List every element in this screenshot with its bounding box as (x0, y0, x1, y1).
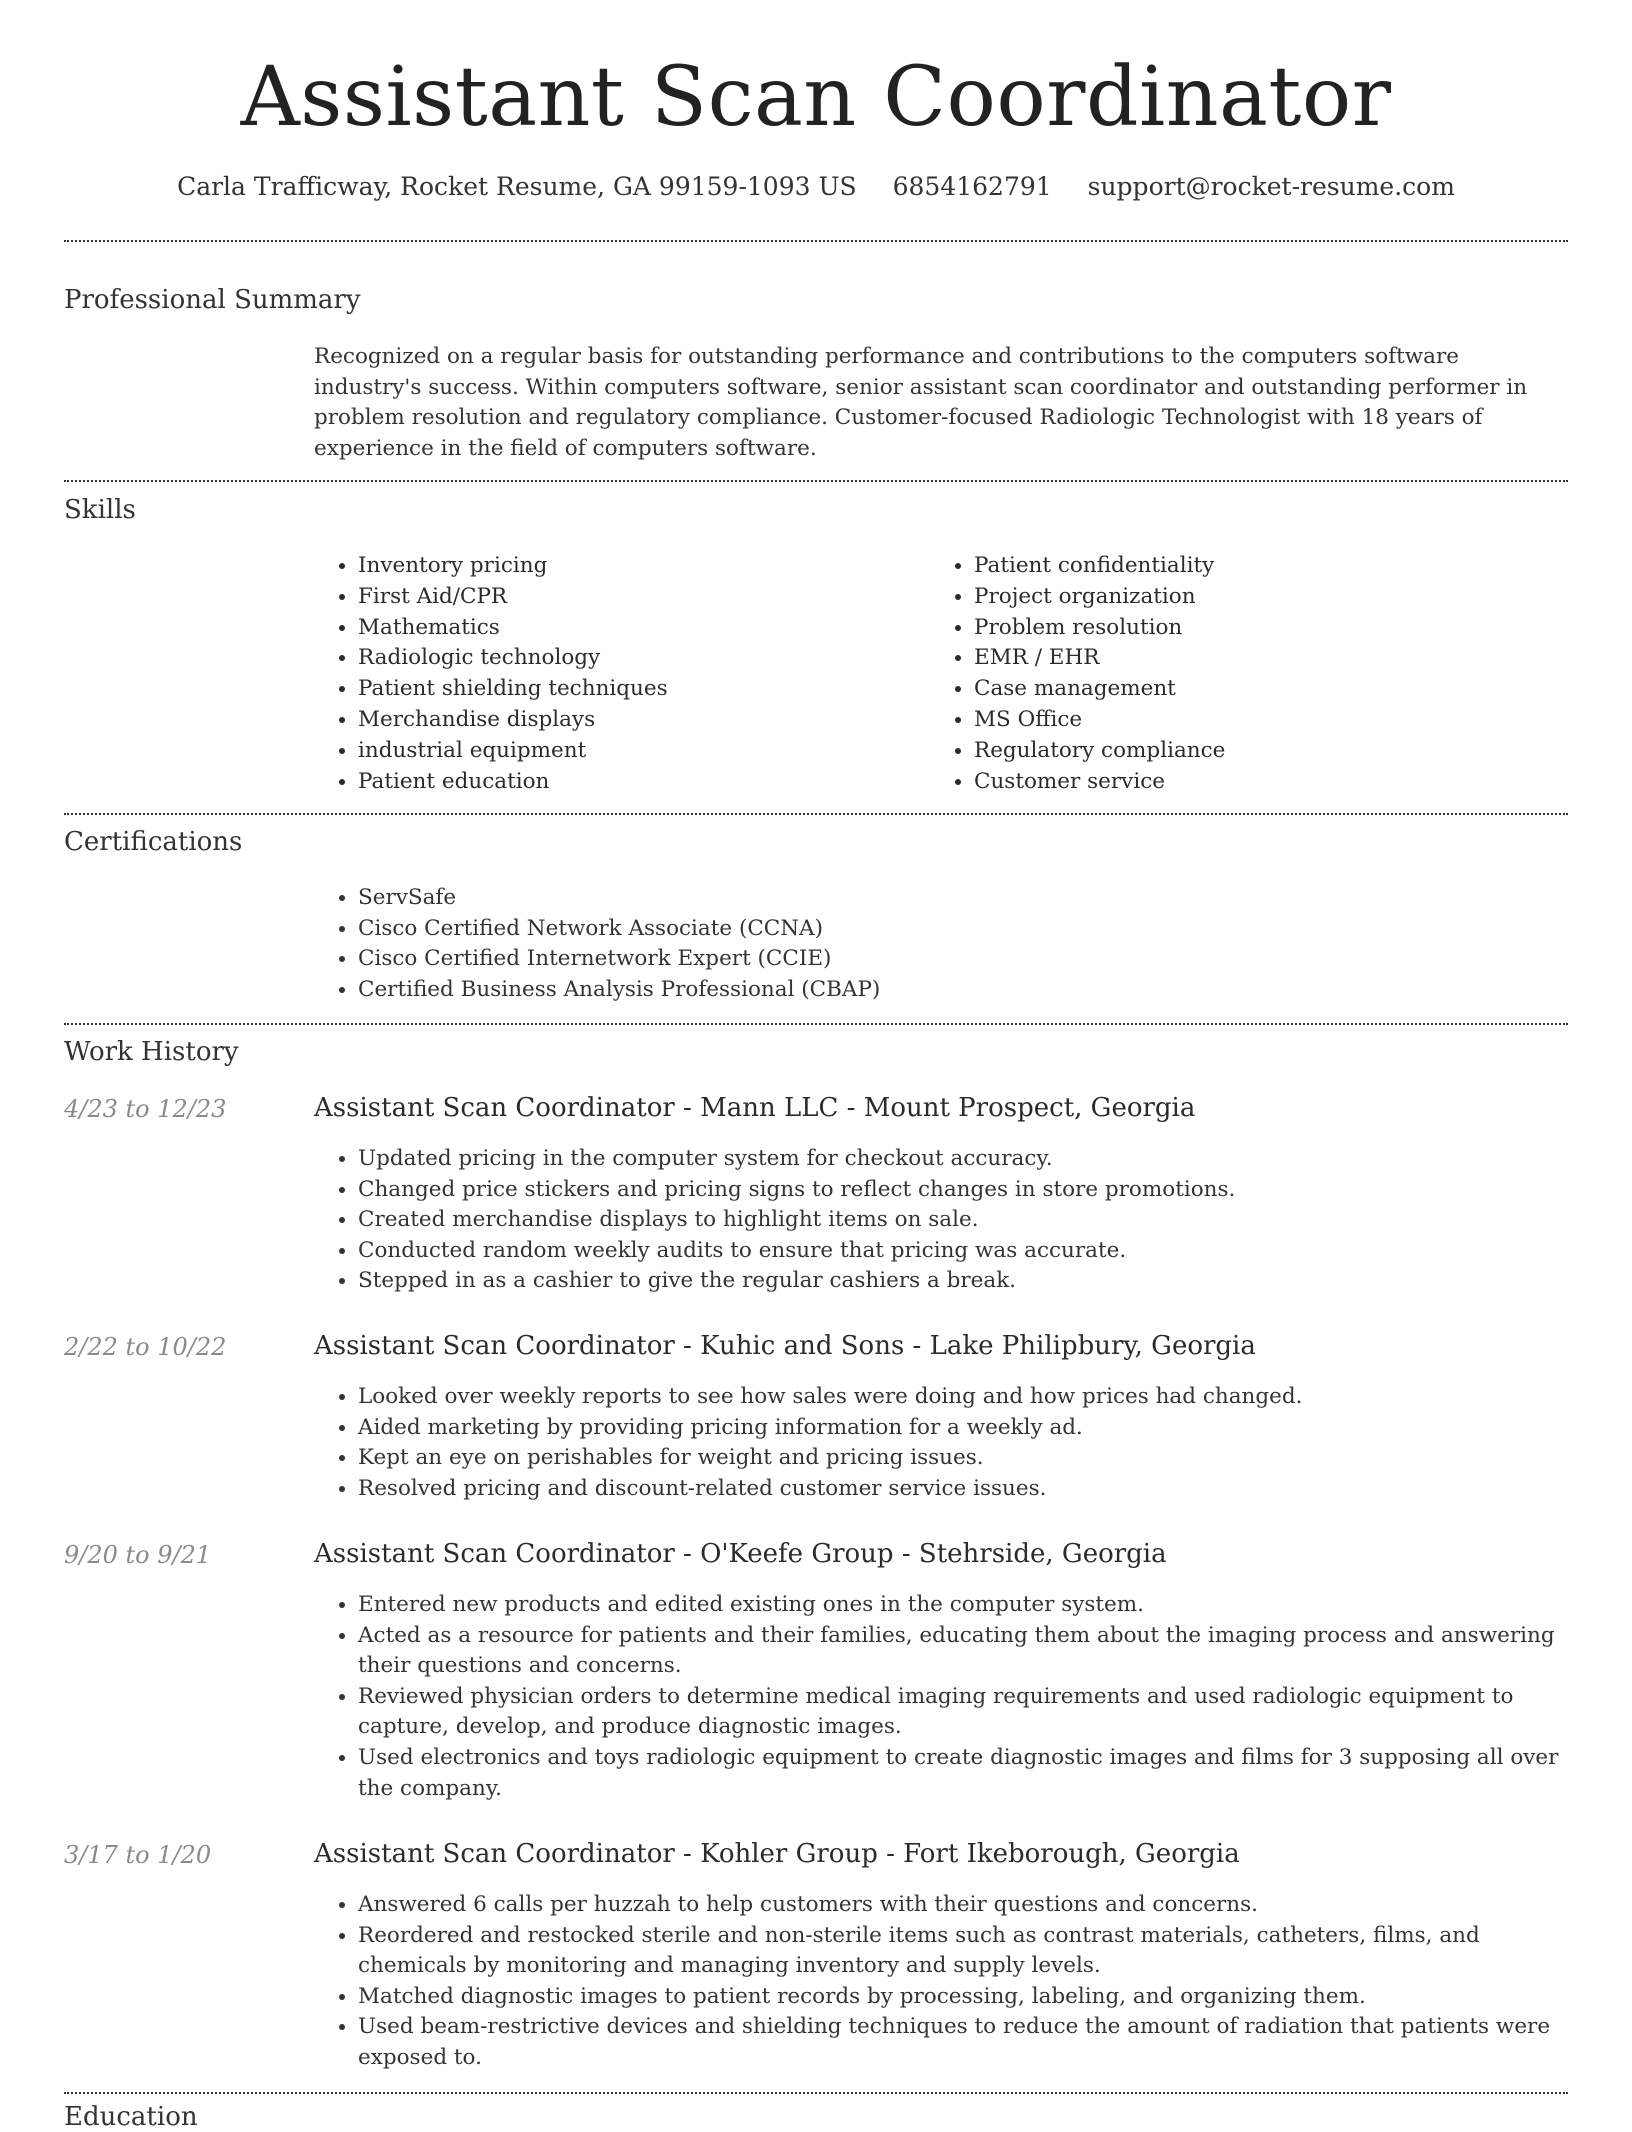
certifications-list (314, 883, 1568, 1005)
skill-item: • Inventory pricing (358, 551, 918, 582)
divider (64, 240, 1568, 242)
job-bullets (314, 1590, 1568, 1804)
job-bullets (314, 1382, 1568, 1504)
skills-heading: Skills (64, 495, 136, 525)
job-bullet: • Matched diagnostic images to patient records by processing, labeling, and organizing them. (358, 1982, 1568, 2013)
skill-item: • Patient confidentiality (974, 551, 1574, 582)
skill-item: • Project organization (974, 582, 1574, 613)
skills-list-left (314, 551, 918, 797)
contact-address: Carla Trafficway, Rocket Resume, GA 99159-1093 US (177, 172, 857, 201)
skill-item: • Regulatory compliance (974, 736, 1574, 767)
job-bullet: • Conducted random weekly audits to ensure that pricing was accurate. (358, 1236, 1568, 1267)
job-bullet: • Resolved pricing and discount-related customer service issues. (358, 1474, 1568, 1505)
skill-item: • Merchandise displays (358, 705, 918, 736)
skill-item: • Problem resolution (974, 613, 1574, 644)
certification-item: • Cisco Certified Network Associate (CCNA) (358, 914, 1568, 945)
contact-email[interactable]: support@rocket-resume.com (1087, 172, 1455, 201)
divider (64, 2092, 1568, 2094)
skill-item: • Radiologic technology (358, 643, 918, 674)
job-bullet: • Used beam-restrictive devices and shielding techniques to reduce the amount of radiation that patients were exposed to. (358, 2012, 1568, 2073)
job-bullets (314, 1144, 1568, 1297)
job-dates: 2/22 to 10/22 (64, 1333, 227, 1361)
job-bullet: • Acted as a resource for patients and their families, educating them about the imaging process and answering their questions and concerns. (358, 1621, 1568, 1682)
job-bullet: • Kept an eye on perishables for weight and pricing issues. (358, 1443, 1568, 1474)
job-bullets (314, 1890, 1568, 2074)
work-history-heading: Work History (64, 1037, 239, 1067)
contact-line (0, 172, 1632, 201)
divider (64, 480, 1568, 482)
job-bullet: • Updated pricing in the computer system for checkout accuracy. (358, 1144, 1568, 1175)
job-bullet: • Changed price stickers and pricing signs to reflect changes in store promotions. (358, 1175, 1568, 1206)
skill-item: • Patient education (358, 767, 918, 798)
skill-item: • Mathematics (358, 613, 918, 644)
certification-item: • ServSafe (358, 883, 1568, 914)
job-bullet: • Stepped in as a cashier to give the regular cashiers a break. (358, 1266, 1568, 1297)
job-dates: 9/20 to 9/21 (64, 1541, 212, 1569)
skill-item: • MS Office (974, 705, 1574, 736)
divider (64, 813, 1568, 815)
job-bullet: • Reviewed physician orders to determine medical imaging requirements and used radiologic equipment to capture, develop, and produce diagnostic images. (358, 1682, 1568, 1743)
summary-text: Recognized on a regular basis for outstanding performance and contributions to the computers software industry's success. Within computers software, senior assistant scan coordinator and outstanding performer in problem resolution and regulatory compliance. Customer-focused Radiologic Technologist with 18 years of experience in the field of computers software. (314, 344, 1528, 461)
skill-item: • Patient shielding techniques (358, 674, 918, 705)
divider (64, 1023, 1568, 1025)
job-bullet: • Looked over weekly reports to see how sales were doing and how prices had changed. (358, 1382, 1568, 1413)
job-title: Assistant Scan Coordinator - Kohler Group - Fort Ikeborough, Georgia (314, 1839, 1240, 1869)
job-bullet: • Used electronics and toys radiologic equipment to create diagnostic images and films for 3 supposing all over the company. (358, 1743, 1568, 1804)
job-bullet: • Reordered and restocked sterile and non-sterile items such as contrast materials, catheters, films, and chemicals by monitoring and managing inventory and supply levels. (358, 1921, 1568, 1982)
job-dates: 3/17 to 1/20 (64, 1841, 212, 1869)
skill-item: • Customer service (974, 767, 1574, 798)
skill-item: • First Aid/CPR (358, 582, 918, 613)
job-bullet: • Aided marketing by providing pricing information for a weekly ad. (358, 1413, 1568, 1444)
job-bullet: • Entered new products and edited existing ones in the computer system. (358, 1590, 1568, 1621)
certification-item: • Cisco Certified Internetwork Expert (CCIE) (358, 944, 1568, 975)
certifications-heading: Certifications (64, 827, 243, 857)
job-dates: 4/23 to 12/23 (64, 1095, 227, 1123)
education-heading: Education (64, 2102, 198, 2132)
job-title: Assistant Scan Coordinator - Kuhic and Sons - Lake Philipbury, Georgia (314, 1331, 1256, 1361)
contact-phone: 6854162791 (892, 172, 1052, 201)
skill-item: • industrial equipment (358, 736, 918, 767)
resume-name: Assistant Scan Coordinator (240, 50, 1392, 145)
summary-heading: Professional Summary (64, 285, 361, 315)
skill-item: • EMR / EHR (974, 643, 1574, 674)
skill-item: • Case management (974, 674, 1574, 705)
job-title: Assistant Scan Coordinator - O'Keefe Group - Stehrside, Georgia (314, 1539, 1167, 1569)
job-bullet: • Answered 6 calls per huzzah to help customers with their questions and concerns. (358, 1890, 1568, 1921)
job-title: Assistant Scan Coordinator - Mann LLC - Mount Prospect, Georgia (314, 1093, 1196, 1123)
job-bullet: • Created merchandise displays to highlight items on sale. (358, 1205, 1568, 1236)
skills-list-right (930, 551, 1574, 797)
certification-item: • Certified Business Analysis Professional (CBAP) (358, 975, 1568, 1006)
